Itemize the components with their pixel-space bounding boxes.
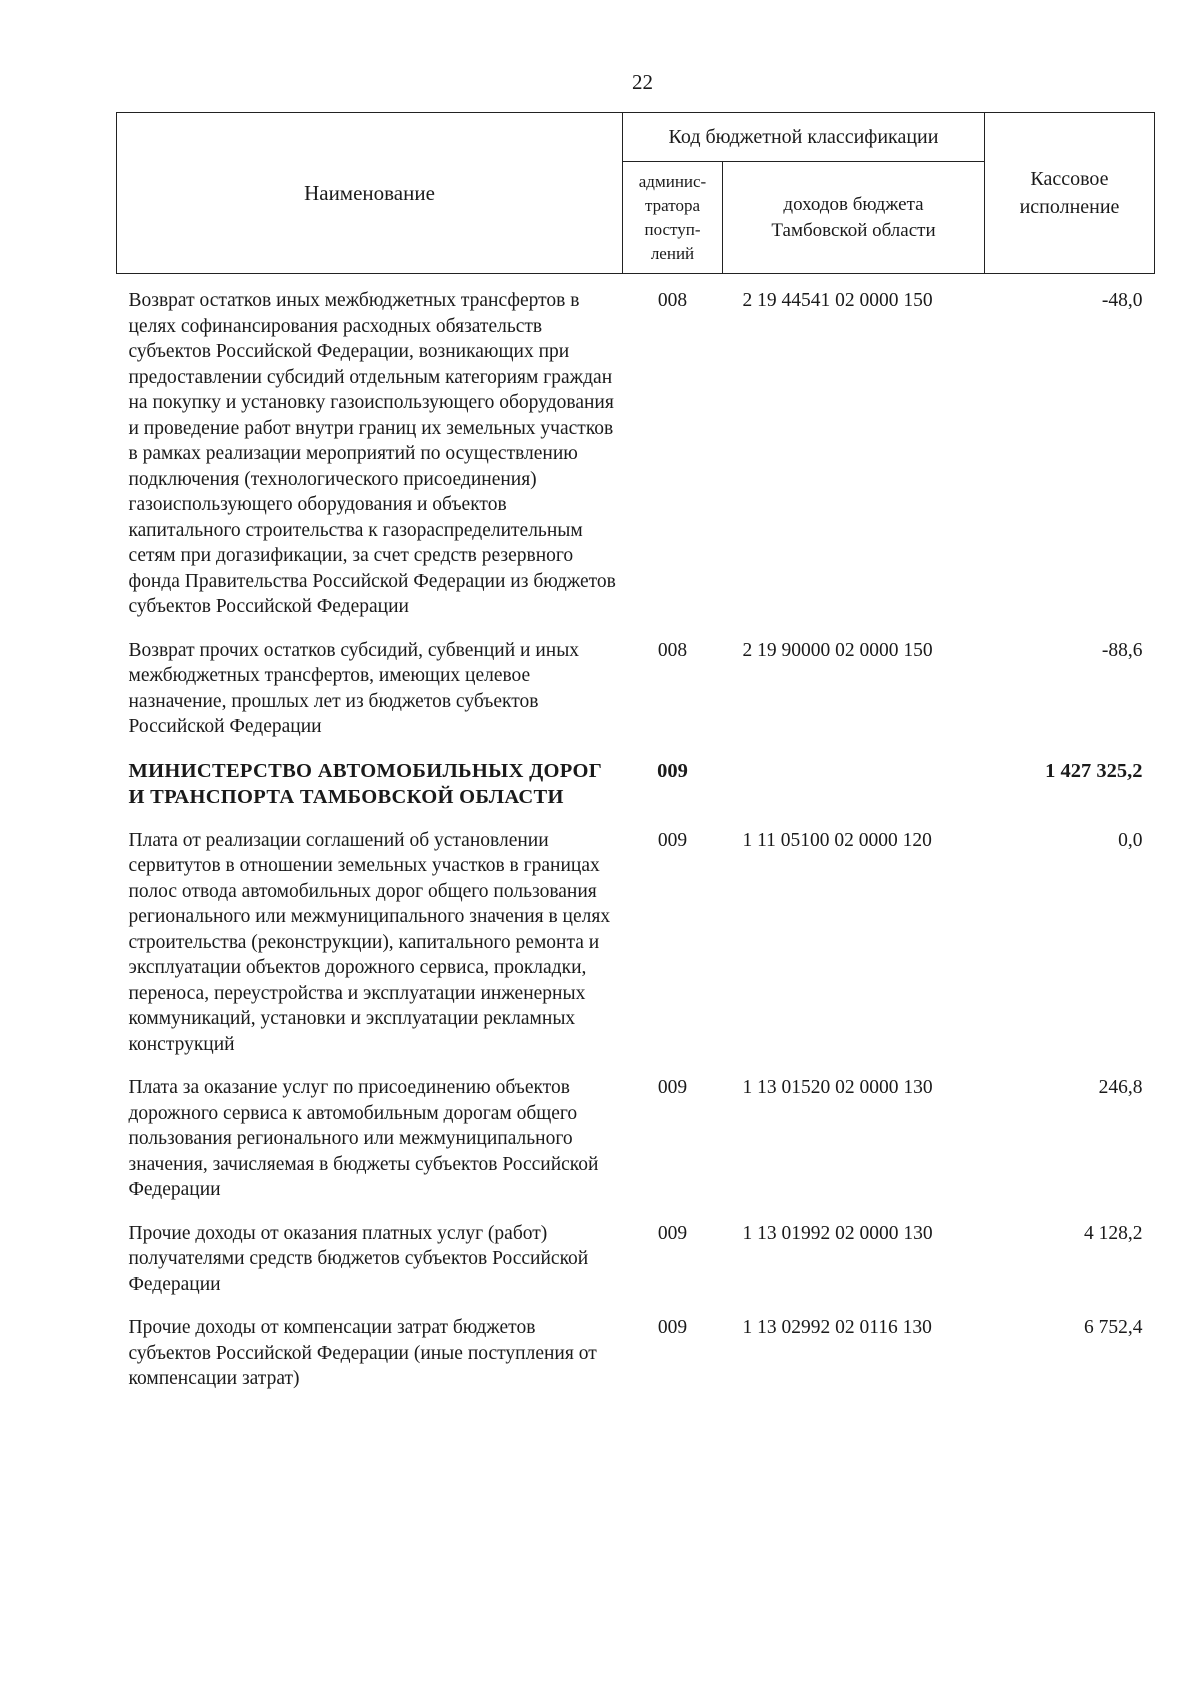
table-row <box>117 1061 1155 1207</box>
table-row <box>117 624 1155 744</box>
budget-table <box>116 112 1155 1396</box>
row-admin-code: 009 <box>657 1317 688 1338</box>
table-row <box>117 274 1155 624</box>
row-income-code: 2 19 44541 02 0000 150 <box>742 290 933 311</box>
row-name: Плата за оказание услуг по присоединению объектов дорожного сервиса к автомобильным дорогам общего пользования регионального или межмуниципального значения, зачисляемая в бюджеты субъектов Российской Федерации <box>128 1077 599 1200</box>
column-header-code-group: Код бюджетной классификации <box>623 113 985 162</box>
row-name: Прочие доходы от компенсации затрат бюджетов субъектов Российской Федерации (иные поступления от компенсации затрат) <box>128 1317 597 1389</box>
ministry-income-code <box>723 744 985 814</box>
row-income-code: 1 13 02992 02 0116 130 <box>742 1317 932 1338</box>
admin-line: поступ- <box>644 219 701 239</box>
row-income-code: 1 13 01520 02 0000 130 <box>742 1077 933 1098</box>
income-line: Тамбовской области <box>771 219 936 241</box>
income-line: доходов бюджета <box>783 193 924 215</box>
row-amount: 4 128,2 <box>1084 1222 1143 1244</box>
execution-line: исполнение <box>1019 196 1120 218</box>
row-admin-code: 009 <box>657 829 688 851</box>
row-amount: -88,6 <box>1101 639 1143 661</box>
row-admin-code: 008 <box>657 639 688 661</box>
column-header-admin <box>623 162 723 274</box>
table-row <box>117 814 1155 1062</box>
row-amount: 0,0 <box>1118 829 1143 851</box>
row-name: Плата от реализации соглашений об установлении сервитутов в отношении земельных участков в границах полос отвода автомобильных дорог общего пользования регионального или межмуниципального значения в целях строительства (реконструкции), капитального ремонта и эксплуатации объектов дорожного сервиса, прокладки, переноса, переустройства и эксплуатации инженерных коммуникаций, установки и эксплуатации рекламных конструкций <box>128 829 611 1055</box>
ministry-admin-code: 009 <box>657 759 688 782</box>
column-header-income <box>723 162 985 274</box>
column-header-execution <box>985 113 1155 274</box>
ministry-amount: 1 427 325,2 <box>1045 759 1143 782</box>
ministry-name: МИНИСТЕРСТВО АВТОМОБИЛЬНЫХ ДОРОГ И ТРАНСПОРТА ТАМБОВСКОЙ ОБЛАСТИ <box>128 759 603 808</box>
row-admin-code: 008 <box>657 290 688 311</box>
row-admin-code: 009 <box>657 1222 688 1244</box>
row-amount: -48,0 <box>1101 290 1143 311</box>
row-income-code: 1 13 01992 02 0000 130 <box>742 1222 933 1244</box>
admin-line: админис- <box>638 171 707 191</box>
row-admin-code: 009 <box>657 1077 688 1098</box>
admin-line: тратора <box>645 195 700 215</box>
row-amount: 246,8 <box>1098 1077 1143 1098</box>
execution-line: Кассовое <box>1030 168 1109 190</box>
row-name: Прочие доходы от оказания платных услуг (работ) получателями средств бюджетов субъектов Российской Федерации <box>128 1222 589 1295</box>
table-row <box>117 1301 1155 1396</box>
row-amount: 6 752,4 <box>1084 1317 1143 1338</box>
row-name: Возврат прочих остатков субсидий, субвенций и иных межбюджетных трансфертов, имеющих целевое назначение, прошлых лет из бюджетов субъектов Российской Федерации <box>128 639 580 737</box>
table-row <box>117 1207 1155 1302</box>
admin-line: лений <box>650 243 695 263</box>
ministry-row <box>117 744 1155 814</box>
row-income-code: 2 19 90000 02 0000 150 <box>742 639 933 661</box>
column-header-name: Наименование <box>117 113 623 274</box>
page-number-text: 22 <box>632 70 653 94</box>
row-income-code: 1 11 05100 02 0000 120 <box>742 829 932 851</box>
row-name: Возврат остатков иных межбюджетных трансфертов в целях софинансирования расходных обязательств субъектов Российской Федерации, возникающих при предоставлении субсидий отдельным категориям граждан на покупку и установку газоиспользующего оборудования и проведение работ внутри границ их земельных участков в рамках реализации мероприятий по осуществлению подключения (технологического присоединения) газоиспользующего оборудования и объектов капитального строительства к газораспределительным сетям при догазификации, за счет средств резервного фонда Правительства Российской Федерации из бюджетов субъектов Российской Федерации <box>128 290 616 617</box>
